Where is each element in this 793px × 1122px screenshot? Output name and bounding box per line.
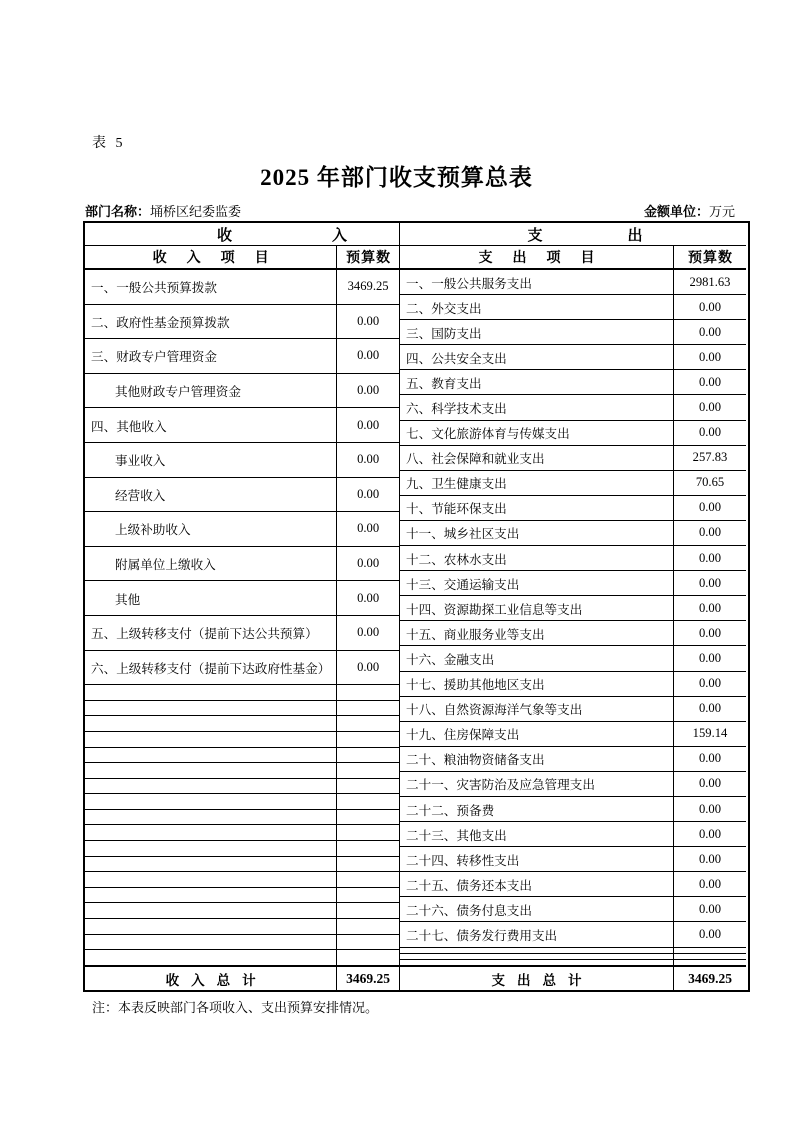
value-cell: 0.00	[357, 452, 380, 467]
table-row	[400, 847, 746, 872]
table-row	[85, 270, 399, 305]
value-cell: 0.00	[698, 676, 722, 691]
value-cell: 70.65	[695, 475, 725, 490]
value-cell	[337, 888, 399, 903]
item-cell: 六、上级转移支付（提前下达政府性基金）	[85, 651, 337, 685]
value-cell: 0.00	[698, 324, 722, 339]
meta-row	[85, 201, 745, 220]
item-cell: 十五、商业服务业等支出	[400, 621, 674, 645]
item-cell: 一、一般公共预算拨款	[85, 270, 337, 304]
item-cell	[85, 716, 337, 731]
table-row	[85, 651, 399, 686]
value-cell: 0.00	[698, 751, 722, 766]
value-cell: 0.00	[698, 500, 722, 515]
value-cell: 0.00	[698, 876, 722, 891]
item-cell: 二十五、债务还本支出	[400, 872, 674, 896]
expense-group-header-row	[400, 223, 746, 246]
item-cell	[400, 948, 674, 953]
value-cell	[337, 903, 399, 918]
item-cell: 二、政府性基金预算拨款	[85, 305, 337, 339]
table-row	[85, 701, 399, 717]
table-row	[85, 443, 399, 478]
table-row	[85, 748, 399, 764]
item-cell: 十、节能环保支出	[400, 496, 674, 520]
table-row	[85, 810, 399, 826]
item-cell: 十四、资源勘探工业信息等支出	[400, 596, 674, 620]
value-cell	[674, 948, 746, 953]
item-cell: 十二、农林水支出	[400, 546, 674, 570]
value-cell: 0.00	[698, 701, 722, 716]
value-cell	[337, 919, 399, 934]
item-cell	[85, 919, 337, 934]
item-cell	[85, 950, 337, 965]
item-cell: 其他财政专户管理资金	[85, 374, 337, 408]
table-row	[400, 672, 746, 697]
footnote: 注：本表反映部门各项收入、支出预算安排情况。	[92, 1000, 379, 1015]
amount-unit-label: 金额单位：	[643, 204, 709, 219]
value-cell: 0.00	[698, 600, 722, 615]
item-cell: 九、卫生健康支出	[400, 471, 674, 495]
budget-table	[83, 221, 750, 992]
table-row	[400, 797, 746, 822]
item-cell: 六、科学技术支出	[400, 395, 674, 419]
table-row	[85, 547, 399, 582]
value-cell: 0.00	[357, 590, 380, 605]
table-row	[400, 897, 746, 922]
table-row	[85, 794, 399, 810]
item-cell	[85, 935, 337, 950]
item-cell: 附属单位上缴收入	[85, 547, 337, 581]
table-row	[85, 779, 399, 795]
value-cell: 0.00	[698, 299, 722, 314]
value-cell	[674, 954, 746, 959]
item-cell: 十三、交通运输支出	[400, 571, 674, 595]
table-row	[85, 305, 399, 340]
value-cell: 0.00	[357, 348, 380, 363]
table-row	[85, 888, 399, 904]
item-cell	[85, 857, 337, 872]
value-cell	[337, 841, 399, 856]
expense-column-header-row	[400, 246, 746, 270]
item-cell: 十六、金融支出	[400, 646, 674, 670]
value-cell: 0.00	[698, 575, 722, 590]
table-row	[400, 621, 746, 646]
item-cell: 二十二、预备费	[400, 797, 674, 821]
income-group-header: 收入	[216, 227, 447, 244]
value-cell: 0.00	[698, 650, 722, 665]
table-row	[400, 370, 746, 395]
value-cell: 3469.25	[347, 279, 389, 294]
expense-total-row	[400, 965, 746, 990]
value-cell: 0.00	[698, 349, 722, 364]
table-row	[400, 571, 746, 596]
expense-total-label-cell: 支出总计	[400, 967, 674, 990]
table-row	[400, 697, 746, 722]
item-cell: 二十、粮油物资储备支出	[400, 747, 674, 771]
item-cell: 事业收入	[85, 443, 337, 477]
table-row	[85, 374, 399, 409]
item-cell: 三、财政专户管理资金	[85, 339, 337, 373]
value-cell	[337, 935, 399, 950]
table-row	[85, 841, 399, 857]
item-cell	[85, 841, 337, 856]
item-cell: 七、文化旅游体育与传媒支出	[400, 421, 674, 445]
value-cell: 0.00	[698, 625, 722, 640]
item-cell: 二、外交支出	[400, 295, 674, 319]
item-cell	[85, 825, 337, 840]
item-cell: 十一、城乡社区支出	[400, 521, 674, 545]
value-cell: 0.00	[357, 556, 380, 571]
value-cell: 0.00	[698, 374, 722, 389]
item-cell	[85, 732, 337, 747]
item-cell: 四、其他收入	[85, 408, 337, 442]
income-group-header-row	[85, 223, 447, 246]
item-cell: 其他	[85, 581, 337, 615]
table-row	[400, 320, 746, 345]
table-row	[400, 546, 746, 571]
amount-unit-value: 万元	[708, 204, 735, 219]
table-row	[85, 685, 399, 701]
value-cell: 0.00	[357, 417, 380, 432]
item-cell: 经营收入	[85, 478, 337, 512]
item-cell	[85, 763, 337, 778]
expense-amount-column-header: 预算数	[688, 251, 733, 266]
value-cell: 2981.63	[689, 274, 731, 289]
income-total-label-cell: 收入总计	[85, 967, 337, 990]
value-cell: 0.00	[698, 851, 722, 866]
table-row	[85, 935, 399, 951]
table-row	[400, 747, 746, 772]
table-row	[85, 732, 399, 748]
value-cell: 0.00	[698, 550, 722, 565]
amount-unit-field	[644, 201, 735, 220]
table-row	[400, 521, 746, 546]
table-row	[85, 872, 399, 888]
table-row	[85, 857, 399, 873]
value-cell: 0.00	[698, 425, 722, 440]
value-cell	[337, 779, 399, 794]
expense-item-column-header: 支出项目	[400, 246, 674, 268]
value-cell	[337, 872, 399, 887]
item-cell	[85, 748, 337, 763]
value-cell	[337, 950, 399, 965]
value-cell: 257.83	[692, 450, 728, 465]
value-cell: 0.00	[698, 525, 722, 540]
table-row	[85, 339, 399, 374]
item-cell: 十九、住房保障支出	[400, 722, 674, 746]
value-cell	[337, 701, 399, 716]
value-cell	[337, 763, 399, 778]
item-cell: 四、公共安全支出	[400, 345, 674, 369]
table-row	[400, 596, 746, 621]
income-total-value-cell: 3469.25	[346, 970, 391, 986]
item-cell	[85, 888, 337, 903]
item-cell	[85, 779, 337, 794]
item-cell	[85, 872, 337, 887]
item-cell: 五、上级转移支付（提前下达公共预算）	[85, 616, 337, 650]
table-row	[400, 446, 746, 471]
department-name-value: 埇桥区纪委监委	[150, 204, 242, 219]
item-cell: 十八、自然资源海洋气象等支出	[400, 697, 674, 721]
table-row	[400, 295, 746, 320]
table-row	[85, 763, 399, 779]
table-row	[85, 512, 399, 547]
income-total-row	[85, 965, 399, 990]
table-row	[85, 903, 399, 919]
expense-group-header: 支出	[527, 227, 728, 244]
value-cell	[337, 732, 399, 747]
value-cell: 0.00	[698, 901, 722, 916]
value-cell	[337, 748, 399, 763]
table-row	[85, 825, 399, 841]
value-cell: 0.00	[357, 521, 380, 536]
table-row	[400, 922, 746, 947]
table-row	[85, 408, 399, 443]
table-row	[400, 772, 746, 797]
income-item-column-header: 收入项目	[85, 246, 337, 268]
table-row	[85, 581, 399, 616]
table-row	[85, 478, 399, 513]
table-row	[400, 822, 746, 847]
value-cell: 0.00	[357, 625, 380, 640]
value-cell: 0.00	[698, 826, 722, 841]
income-rows	[85, 270, 399, 965]
value-cell: 0.00	[698, 776, 722, 791]
table-row	[400, 722, 746, 747]
value-cell: 159.14	[692, 726, 728, 741]
table-number-label: 表 5	[92, 136, 126, 151]
expense-rows	[400, 270, 746, 965]
value-cell	[337, 794, 399, 809]
item-cell	[85, 701, 337, 716]
item-cell: 十七、援助其他地区支出	[400, 672, 674, 696]
value-cell	[337, 825, 399, 840]
table-row	[400, 496, 746, 521]
table-row	[85, 716, 399, 732]
value-cell: 0.00	[357, 659, 380, 674]
item-cell	[400, 954, 674, 959]
item-cell: 三、国防支出	[400, 320, 674, 344]
table-row	[85, 950, 399, 965]
table-row	[400, 270, 746, 295]
page-title: 2025 年部门收支预算总表	[260, 165, 533, 190]
item-cell	[85, 794, 337, 809]
item-cell	[85, 903, 337, 918]
expense-section	[400, 223, 746, 990]
income-column-header-row	[85, 246, 399, 270]
value-cell	[337, 810, 399, 825]
item-cell	[85, 685, 337, 700]
expense-total-value-cell: 3469.25	[688, 970, 732, 986]
value-cell	[337, 857, 399, 872]
table-row	[85, 616, 399, 651]
item-cell: 二十三、其他支出	[400, 822, 674, 846]
value-cell: 0.00	[698, 801, 722, 816]
table-row	[400, 872, 746, 897]
item-cell: 二十六、债务付息支出	[400, 897, 674, 921]
value-cell: 0.00	[357, 313, 380, 328]
table-row	[400, 421, 746, 446]
department-name-field	[85, 201, 241, 220]
item-cell: 上级补助收入	[85, 512, 337, 546]
value-cell: 0.00	[698, 926, 722, 941]
income-amount-column-header: 预算数	[346, 251, 392, 266]
table-row	[85, 919, 399, 935]
item-cell: 二十七、债务发行费用支出	[400, 922, 674, 946]
item-cell: 二十四、转移性支出	[400, 847, 674, 871]
value-cell: 0.00	[698, 400, 722, 415]
item-cell	[85, 810, 337, 825]
item-cell: 五、教育支出	[400, 370, 674, 394]
table-row	[400, 345, 746, 370]
value-cell	[337, 685, 399, 700]
value-cell	[337, 716, 399, 731]
item-cell: 八、社会保障和就业支出	[400, 446, 674, 470]
item-cell: 一、一般公共服务支出	[400, 270, 674, 294]
table-row	[400, 646, 746, 671]
item-cell: 二十一、灾害防治及应急管理支出	[400, 772, 674, 796]
table-row	[400, 471, 746, 496]
department-name-label: 部门名称：	[85, 204, 151, 219]
value-cell: 0.00	[357, 383, 380, 398]
value-cell: 0.00	[357, 486, 380, 501]
table-row	[400, 395, 746, 420]
